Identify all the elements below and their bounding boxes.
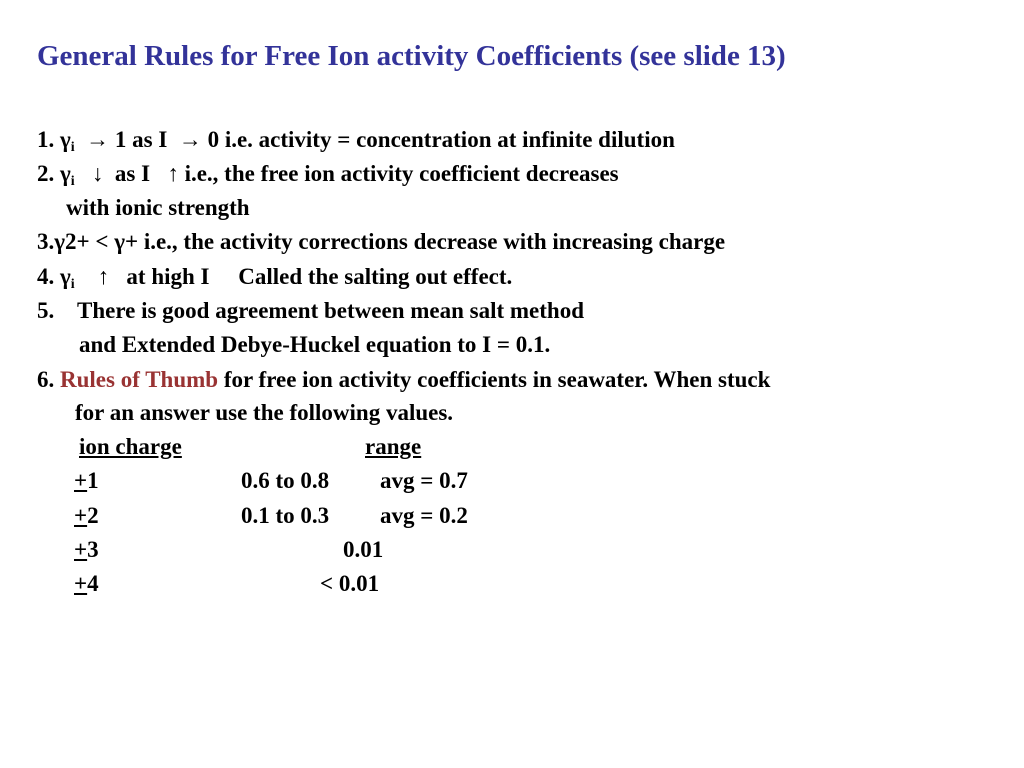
rule-1 (37, 126, 675, 154)
plus-minus-sign: + (74, 537, 88, 562)
gamma-subscript: i (70, 174, 75, 189)
gamma-subscript: i (70, 277, 75, 292)
up-arrow-icon: ↑ (97, 264, 110, 289)
gamma-symbol: γ (60, 264, 71, 289)
avg-value: avg = 0.2 (380, 503, 468, 528)
rule-6-continuation: for an answer use the following values. (75, 400, 454, 425)
rule-6-text: for free ion activity coefficients in seawater. When stuck (223, 367, 771, 392)
rule-3-number: 3. (37, 229, 55, 254)
avg-value: avg = 0.7 (380, 468, 468, 493)
range-value: 0.6 to 0.8 (241, 468, 330, 493)
rule-1-mid: 1 as I (114, 127, 168, 152)
rule-6 (37, 366, 770, 394)
rule-1-number: 1. (37, 127, 55, 152)
rule-6-number: 6. (37, 367, 55, 392)
charge-value: 2 (87, 503, 99, 528)
rule-4-mid: at high I (126, 264, 210, 289)
rule-2-continuation: with ionic strength (66, 195, 250, 220)
gamma-symbol: γ (60, 127, 71, 152)
charge-value: 4 (87, 571, 99, 596)
rule-5-number: 5. (37, 298, 55, 323)
rule-2-tail: i.e., the free ion activity coefficient decreases (184, 161, 619, 186)
rule-4-number: 4. (37, 264, 55, 289)
rule-5 (37, 297, 584, 325)
rule-2-mid: as I (114, 161, 151, 186)
header-ion-charge: ion charge (79, 434, 182, 459)
rule-2-number: 2. (37, 161, 55, 186)
rule-5-text: There is good agreement between mean salt method (77, 298, 584, 323)
table-row (74, 502, 99, 530)
range-value: 0.1 to 0.3 (241, 503, 330, 528)
plus-minus-sign: + (74, 468, 88, 493)
plus-minus-sign: + (74, 571, 88, 596)
header-range: range (365, 434, 422, 459)
rules-of-thumb-highlight: Rules of Thumb (60, 367, 219, 392)
charge-value: 3 (87, 537, 99, 562)
rule-4 (37, 263, 512, 291)
plus-minus-sign: + (74, 503, 88, 528)
table-row (74, 536, 99, 564)
rule-3 (37, 228, 725, 256)
rule-4-tail: Called the salting out effect. (238, 264, 513, 289)
table-row (74, 467, 99, 495)
rule-2 (37, 160, 619, 188)
down-arrow-icon: ↓ (91, 161, 104, 186)
rule-3-text: γ2+ < γ+ i.e., the activity corrections decrease with increasing charge (54, 229, 726, 254)
up-arrow-icon: ↑ (167, 161, 179, 186)
charge-value: 1 (87, 468, 99, 493)
range-value: 0.01 (343, 537, 384, 562)
rule-1-tail: 0 i.e. activity = concentration at infinite dilution (207, 127, 675, 152)
table-row (74, 570, 99, 598)
rule-5-continuation: and Extended Debye-Huckel equation to I = 0.1. (79, 332, 551, 357)
right-arrow-icon: → (178, 127, 202, 152)
gamma-subscript: i (70, 140, 75, 155)
gamma-symbol: γ (60, 161, 71, 186)
range-value: < 0.01 (320, 571, 380, 596)
right-arrow-icon: → (86, 127, 110, 152)
slide-title: General Rules for Free Ion activity Coefficients (see slide 13) (37, 40, 786, 72)
